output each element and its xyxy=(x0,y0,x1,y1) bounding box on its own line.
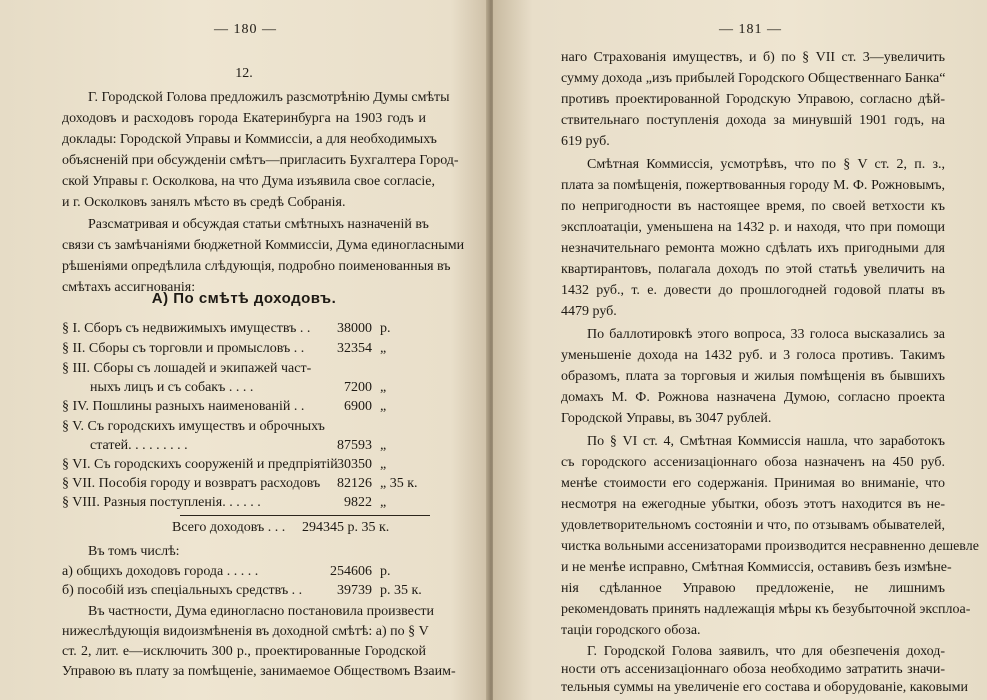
text-line: доклады: Городской Управы и Коммиссіи, а для необходимыхъ xyxy=(62,132,437,147)
revenue-item xyxy=(62,321,426,337)
revenue-item xyxy=(62,399,426,415)
text-line: наго Страхованія имуществъ, и б) по § VII ст. 3—увеличить xyxy=(561,50,945,65)
text-line: съ городского ассенизаціоннаго обоза назначенъ на 450 руб. xyxy=(561,455,945,470)
text-line: 619 руб. xyxy=(561,134,610,149)
revenue-item-unit: р. xyxy=(380,321,391,336)
text-line: ст. 2, лит. е—исключить 300 р., проектированные Городской xyxy=(62,644,426,659)
revenue-item-amount: 9822 xyxy=(344,495,372,510)
revenue-item-amount: 82126 xyxy=(337,476,372,491)
section-title: А) По смѣтѣ доходовъ. xyxy=(151,290,337,307)
text-line: Разсматривая и обсуждая статьи смѣтныхъ назначеній въ xyxy=(88,217,429,232)
revenue-item-unit: „ xyxy=(380,380,387,395)
text-line: и г. Осколковъ занялъ мѣсто въ средѣ Собранія. xyxy=(62,195,346,210)
revenue-item-label: § IV. Пошлины разныхъ наименованій . . xyxy=(62,399,305,414)
text-line: образомъ, плата за торговыя и жилыя помѣщенія въ бывшихъ xyxy=(561,369,945,384)
text-line: Г. Городской Голова предложилъ разсмотрѣнію Думы смѣты xyxy=(88,90,450,105)
text-line: менѣе стоимости его содержанія. Принимая во вниманіе, что xyxy=(561,476,945,491)
revenue-item-label: § VII. Пособія городу и возвратъ расходовъ xyxy=(62,476,321,491)
text-line: незначительнаго ремонта можно сдѣлать ихъ пригодными для xyxy=(561,241,945,256)
text-line: 1432 руб., т. е. довести до прошлогодней годовой платы въ xyxy=(561,283,945,298)
revenue-item-amount: 7200 xyxy=(344,380,372,395)
text-line: доходовъ и расходовъ города Екатеринбурга на 1903 годъ и xyxy=(62,111,426,126)
text-line: объясненій при обсужденіи смѣтъ—пригласить Бухгалтера Город- xyxy=(62,153,459,168)
revenue-item xyxy=(62,495,426,511)
revenue-item-label: § I. Сборъ съ недвижимыхъ имуществъ . . xyxy=(62,321,311,336)
text-line: домахъ М. Ф. Рожнова назначена Думою, согласно проекта xyxy=(561,390,945,405)
total-row xyxy=(62,520,426,536)
revenue-item-unit: „ xyxy=(380,438,387,453)
left-page-number: — 180 — xyxy=(214,22,277,37)
revenue-item-unit: „ xyxy=(380,399,387,414)
total-label: Всего доходовъ . . . xyxy=(172,520,286,535)
including-item-unit: р. xyxy=(380,564,391,579)
revenue-item-label: статей. . . . . . . . . xyxy=(90,438,188,453)
including-item-label: б) пособій изъ спеціальныхъ средствъ . . xyxy=(62,583,303,598)
text-line: тельныя суммы на увеличеніе его состава и оборудованіе, каковыми xyxy=(561,680,968,695)
revenue-item-label: § VI. Съ городскихъ сооруженій и предпріятій xyxy=(62,457,338,472)
revenue-item-amount: 32354 xyxy=(337,341,372,356)
revenue-item-amount: 6900 xyxy=(344,399,372,414)
text-line: плата за помѣщенія, пожертвованныя городу М. Ф. Рожновымъ, xyxy=(561,178,945,193)
text-line: связи съ замѣчаніями бюджетной Коммиссіи, Дума единогласными xyxy=(62,238,465,253)
revenue-item xyxy=(62,438,426,454)
text-line: несмотря на ежегодные убытки, обозъ этотъ находится въ не- xyxy=(561,497,945,512)
right-page xyxy=(493,0,987,700)
revenue-item-amount: 38000 xyxy=(337,321,372,336)
text-line: эксплоатаціи, уменьшена на 1432 р. и находя, что при помощи xyxy=(561,220,945,235)
including-item-label: а) общихъ доходовъ города . . . . . xyxy=(62,564,259,579)
revenue-item-label: ныхъ лицъ и съ собакъ . . . . xyxy=(90,380,254,395)
including-item-amount: 39739 xyxy=(337,583,372,598)
revenue-item-unit: „ 35 к. xyxy=(380,476,418,491)
revenue-item-unit: „ xyxy=(380,495,387,510)
revenue-item xyxy=(62,380,426,396)
total-rule xyxy=(180,515,430,516)
text-line: Г. Городской Голова заявилъ, что для обезпеченія доход- xyxy=(587,644,945,659)
revenue-item-label: § III. Сборы съ лошадей и экипажей част- xyxy=(62,361,312,376)
text-line: Управою въ плату за помѣщеніе, занимаемое Обществомъ Взаим- xyxy=(62,664,456,679)
text-line: чистка вольными ассенизаторами производится несравненно дешевле xyxy=(561,539,979,554)
revenue-item-label: § II. Сборы съ торговли и промысловъ . . xyxy=(62,341,305,356)
text-line: нижеслѣдующія видоизмѣненія въ доходной смѣтѣ: а) по § V xyxy=(62,624,429,639)
text-line: Смѣтная Коммиссія, усмотрѣвъ, что по § V ст. 2, п. з., xyxy=(587,157,945,172)
text-line: По баллотировкѣ этого вопроса, 33 голоса высказались за xyxy=(587,327,945,342)
including-label: Въ томъ числѣ: xyxy=(88,544,180,559)
revenue-item-label: § V. Съ городскихъ имуществъ и оброчныхъ xyxy=(62,419,325,434)
item-number-heading: 12. xyxy=(235,66,253,81)
text-line: удовлетворительномъ состояніи и что, по отзывамъ обывателей, xyxy=(561,518,945,533)
text-line: противъ проектированной Городскую Управою, согласно дѣй- xyxy=(561,92,945,107)
right-page-number: — 181 — xyxy=(719,22,782,37)
text-line: 4479 руб. xyxy=(561,304,617,319)
including-item xyxy=(62,583,426,599)
revenue-item-label: § VIII. Разныя поступленія. . . . . . xyxy=(62,495,261,510)
revenue-item xyxy=(62,361,426,377)
text-line: сумму дохода „изъ прибылей Городского Общественнаго Банка“ xyxy=(561,71,946,86)
left-page xyxy=(0,0,490,700)
revenue-item-amount: 30350 xyxy=(337,457,372,472)
text-line: квартирантовъ, полагала доходъ по этой статьѣ увеличить на xyxy=(561,262,945,277)
including-item-amount: 254606 xyxy=(330,564,372,579)
text-line: уменьшеніе дохода на 1432 руб. и 3 голоса противъ. Такимъ xyxy=(561,348,945,363)
revenue-item xyxy=(62,476,426,492)
revenue-item-amount: 87593 xyxy=(337,438,372,453)
text-line: смѣтахъ ассигнованія: xyxy=(62,280,196,295)
text-line: рѣшеніями опредѣлила слѣдующія, подробно поименованныя въ xyxy=(62,259,451,274)
text-line: Въ частности, Дума единогласно постановила произвести xyxy=(88,604,435,619)
text-line: таціи городского обоза. xyxy=(561,623,701,638)
including-item xyxy=(62,564,426,580)
text-line: рекомендовать принять надлежащія мѣры къ безубыточной эксплоа- xyxy=(561,602,971,617)
revenue-item xyxy=(62,457,426,473)
revenue-item xyxy=(62,419,426,435)
text-line: ности отъ ассенизаціоннаго обоза необходимо затратить значи- xyxy=(561,662,945,677)
including-item-unit: р. 35 к. xyxy=(380,583,422,598)
revenue-item-unit: „ xyxy=(380,457,387,472)
revenue-item xyxy=(62,341,426,357)
text-line: Городской Управы, въ 3047 рублей. xyxy=(561,411,772,426)
total-value: 294345 р. 35 к. xyxy=(302,520,390,535)
text-line: по непригодности въ настоящее время, по своей ветхости къ xyxy=(561,199,945,214)
text-line: ской Управы г. Осколкова, на что Дума изъявила свое согласіе, xyxy=(62,174,435,189)
text-line: нія сдѣланное Управою предложеніе, не лишнимъ xyxy=(561,581,945,596)
revenue-item-unit: „ xyxy=(380,341,387,356)
text-line: и не менѣе исправно, Смѣтная Коммиссія, оставивъ безъ измѣне- xyxy=(561,560,952,575)
text-line: По § VI ст. 4, Смѣтная Коммиссія нашла, что заработокъ xyxy=(587,434,945,449)
text-line: ствительнаго поступленія дохода за минувшій 1901 годъ, на xyxy=(561,113,945,128)
